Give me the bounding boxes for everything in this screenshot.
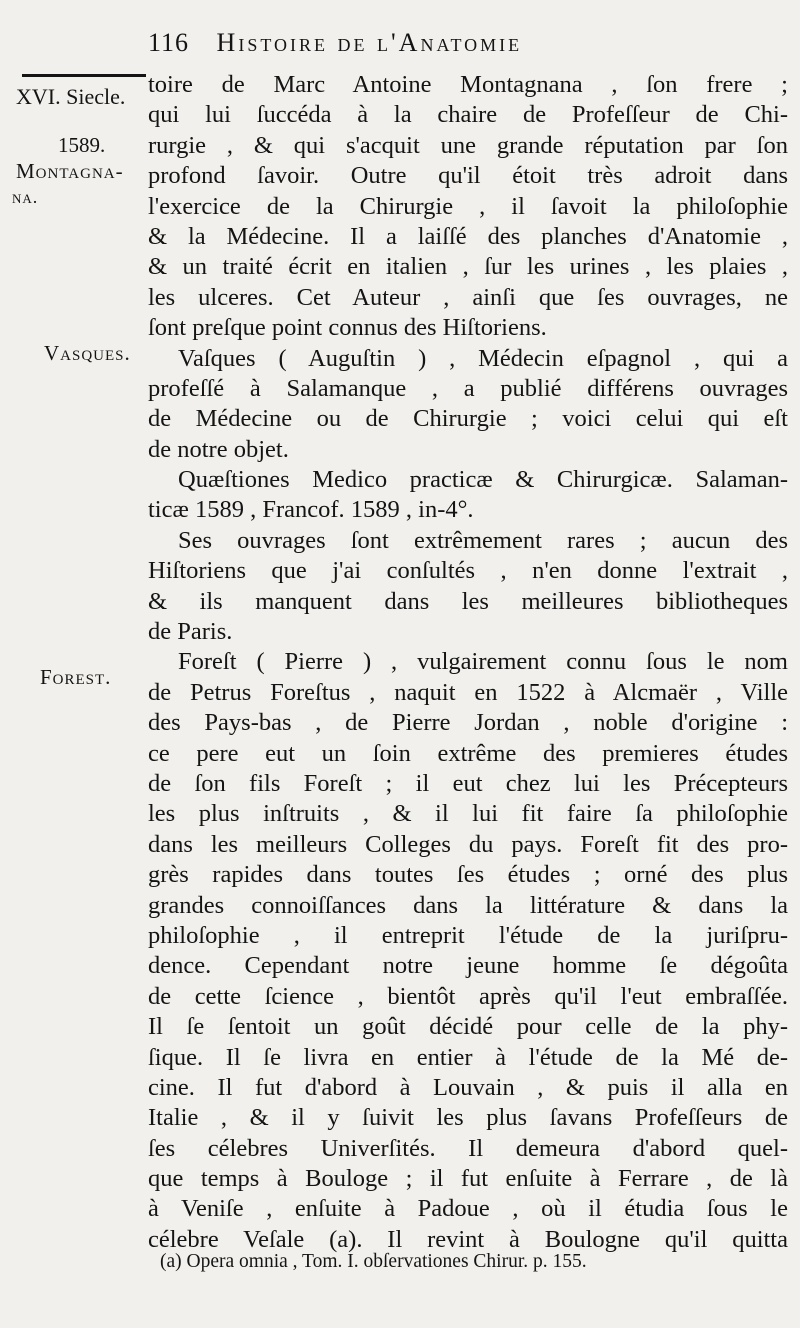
text-line: Hiſtoriens que j'ai conſultés , n'en donne l'extrait , <box>148 557 788 585</box>
text-line: Foreſt ( Pierre ) , vulgairement connu ſous le nom <box>178 648 788 676</box>
text-line: dence. Cependant notre jeune homme ſe dégoûta <box>148 952 788 980</box>
text-line: que temps à Bouloge ; il fut enſuite à Ferrare , de là <box>148 1165 788 1193</box>
text-line: ticæ 1589 , Francof. 1589 , in-4°. <box>148 496 474 524</box>
text-line: toire de Marc Antoine Montagnana , ſon frere ; <box>148 71 788 98</box>
text-line: & la Médecine. Il a laiſſé des planches d'Anatomie , <box>148 222 788 250</box>
text-line: les plus inſtruits , & il lui fit faire ſa philoſophie <box>148 800 788 828</box>
margin-century: XVI. Siecle. <box>16 84 126 109</box>
text-line: ſes célebres Univerſités. Il demeura d'abord quel- <box>148 1134 788 1162</box>
margin-name-forest: Forest. <box>40 665 112 689</box>
text-line: les ulceres. Cet Auteur , ainſi que ſes ouvrages, ne <box>148 283 788 311</box>
text-line: Ses ouvrages ſont extrêmement rares ; aucun des <box>178 526 788 554</box>
text-line: célebre Veſale (a). Il revint à Boulogne qu'il quitta <box>148 1225 788 1253</box>
text-line: Il ſe ſentoit un goût décidé pour celle de la phy- <box>148 1013 788 1041</box>
text-line: profeſſé à Salamanque , a publié différens ouvrages <box>148 374 788 402</box>
text-line: Italie , & il y ſuivit les plus ſavans Profeſſeurs de <box>148 1104 788 1132</box>
text-line: Quæſtiones Medico practicæ & Chirurgicæ. Salaman- <box>178 466 788 494</box>
margin-name-montagnana: Montagna- <box>16 159 124 183</box>
text-line: ce pere eut un ſoin extrême des premieres études <box>148 739 788 767</box>
page-number: 116 <box>148 28 190 57</box>
text-line: de Médecine ou de Chirurgie ; voici celui qui eſt <box>148 405 788 433</box>
text-line: rurgie , & qui s'acquit une grande réputation par ſon <box>148 131 788 159</box>
text-line: grès rapides dans toutes ſes études ; orné des plus <box>148 861 788 889</box>
text-line: des Pays-bas , de Pierre Jordan , noble d'origine : <box>148 709 788 737</box>
text-line: ſique. Il ſe livra en entier à l'étude de la Mé de- <box>148 1043 788 1071</box>
text-line: l'exercice de la Chirurgie , il ſavoit la philoſophie <box>148 192 788 220</box>
main-text <box>148 70 788 1255</box>
text-line: de Petrus Foreſtus , naquit en 1522 à Alcmaër , Ville <box>148 678 788 706</box>
text-line: de Paris. <box>148 618 233 646</box>
text-line: dans les meilleurs Colleges du pays. Foreſt fit des pro- <box>148 830 788 858</box>
text-line: Vaſques ( Auguſtin ) , Médecin eſpagnol , qui a <box>178 344 788 372</box>
text-line: & ils manquent dans les meilleures bibliotheques <box>148 587 788 615</box>
text-line: grandes connoiſſances dans la littérature & dans la <box>148 891 788 919</box>
text-line: de notre objet. <box>148 435 289 463</box>
running-header <box>148 26 788 60</box>
text-line: & un traité écrit en italien , ſur les urines , les plaies , <box>148 253 788 281</box>
text-line: de ſon fils Foreſt ; il eut chez lui les Précepteurs <box>148 769 788 797</box>
margin-rule <box>22 74 146 77</box>
text-line: ſont preſque point connus des Hiſtoriens. <box>148 314 547 342</box>
margin-year: 1589. <box>58 133 106 157</box>
text-line: à Veniſe , enſuite à Padoue , où il étudia ſous le <box>148 1195 788 1223</box>
text-line: philoſophie , il entreprit l'étude de la juriſpru- <box>148 921 788 949</box>
margin-name-vasques: Vasques. <box>44 341 131 365</box>
text-line: de cette ſcience , bientôt après qu'il l'eut embraſſée. <box>148 982 788 1010</box>
text-line: qui lui ſuccéda à la chaire de Profeſſeur de Chi- <box>148 101 788 129</box>
text-line: cine. Il fut d'abord à Louvain , & puis il alla en <box>148 1073 788 1101</box>
footnote: (a) Opera omnia , Tom. I. obſervationes Chirur. p. 155. <box>160 1251 587 1272</box>
text-line: profond ſavoir. Outre qu'il étoit très adroit dans <box>148 162 788 190</box>
running-title: Histoire de l'Anatomie <box>216 28 523 57</box>
margin-name-montagnana-cont: na. <box>12 187 39 207</box>
